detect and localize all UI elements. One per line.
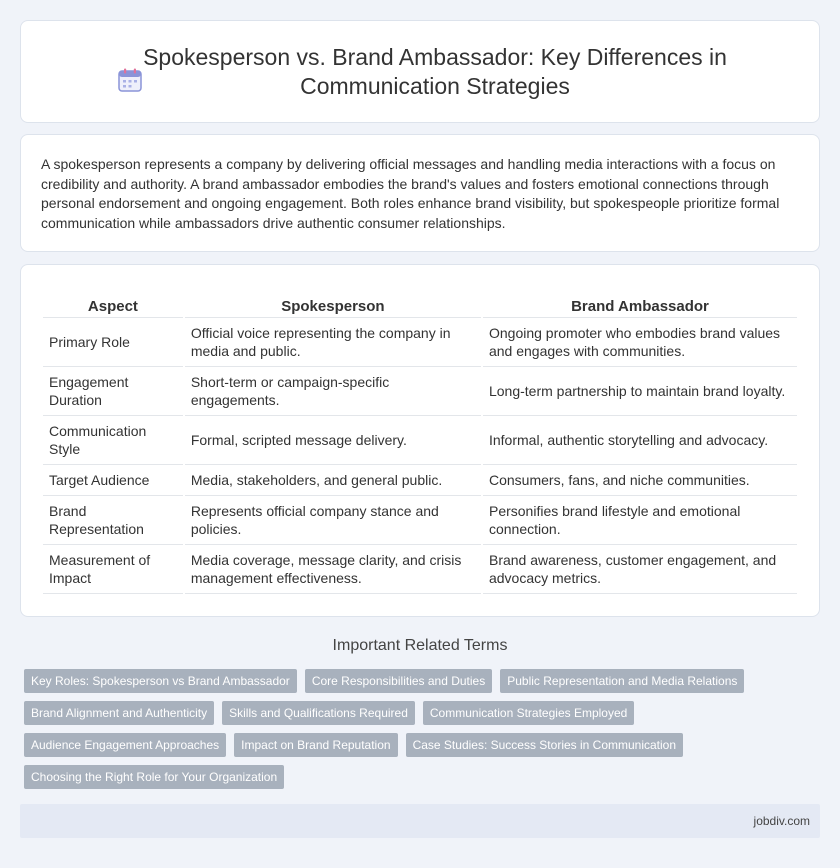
table-cell: Media coverage, message clarity, and crisis management effectiveness. [185, 545, 481, 594]
table-cell: Official voice representing the company in media and public. [185, 318, 481, 367]
table-cell: Brand Representation [43, 496, 183, 545]
comparison-card [20, 264, 820, 617]
table-cell: Short-term or campaign-specific engagements. [185, 367, 481, 416]
table-row [43, 318, 797, 367]
footer-bar [20, 804, 820, 838]
related-terms-list [24, 669, 784, 789]
column-header: Aspect [43, 295, 183, 318]
intro-card [20, 134, 820, 252]
page-title: Spokesperson vs. Brand Ambassador: Key Differences in Communication Strategies [143, 44, 727, 99]
related-term-tag[interactable]: Audience Engagement Approaches [24, 733, 226, 757]
header-card [20, 20, 820, 123]
comparison-table [41, 295, 799, 594]
table-cell: Long-term partnership to maintain brand loyalty. [483, 367, 797, 416]
table-cell: Represents official company stance and policies. [185, 496, 481, 545]
table-cell: Measurement of Impact [43, 545, 183, 594]
related-term-tag[interactable]: Public Representation and Media Relations [500, 669, 744, 693]
table-row [43, 545, 797, 594]
table-cell: Engagement Duration [43, 367, 183, 416]
related-term-tag[interactable]: Skills and Qualifications Required [222, 701, 415, 725]
column-header: Brand Ambassador [483, 295, 797, 318]
related-term-tag[interactable]: Communication Strategies Employed [423, 701, 634, 725]
table-row [43, 496, 797, 545]
table-cell: Primary Role [43, 318, 183, 367]
table-row [43, 465, 797, 496]
table-cell: Media, stakeholders, and general public. [185, 465, 481, 496]
table-cell: Consumers, fans, and niche communities. [483, 465, 797, 496]
related-term-tag[interactable]: Brand Alignment and Authenticity [24, 701, 214, 725]
related-terms-heading: Important Related Terms [332, 637, 508, 654]
related-term-tag[interactable]: Key Roles: Spokesperson vs Brand Ambassador [24, 669, 297, 693]
column-header: Spokesperson [185, 295, 481, 318]
table-header-row [43, 295, 797, 318]
table-cell: Formal, scripted message delivery. [185, 416, 481, 465]
related-term-tag[interactable]: Core Responsibilities and Duties [305, 669, 492, 693]
table-cell: Personifies brand lifestyle and emotional connection. [483, 496, 797, 545]
intro-text: A spokesperson represents a company by delivering official messages and handling media interactions with a focus on credibility and authority. A brand ambassador embodies the brand's values and fosters emotional connections through personal endorsement and ongoing engagement. Both roles enhance brand visibility, but spokespeople prioritize formal communication while ambassadors drive authentic consumer relationships. [41, 156, 780, 231]
footer-site-link[interactable]: jobdiv.com [753, 814, 810, 828]
related-term-tag[interactable]: Choosing the Right Role for Your Organization [24, 765, 284, 789]
related-term-tag[interactable]: Case Studies: Success Stories in Communication [406, 733, 683, 757]
table-row [43, 367, 797, 416]
related-term-tag[interactable]: Impact on Brand Reputation [234, 733, 397, 757]
table-cell: Informal, authentic storytelling and advocacy. [483, 416, 797, 465]
table-cell: Communication Style [43, 416, 183, 465]
table-cell: Ongoing promoter who embodies brand values and engages with communities. [483, 318, 797, 367]
table-row [43, 416, 797, 465]
table-cell: Brand awareness, customer engagement, and advocacy metrics. [483, 545, 797, 594]
table-cell: Target Audience [43, 465, 183, 496]
